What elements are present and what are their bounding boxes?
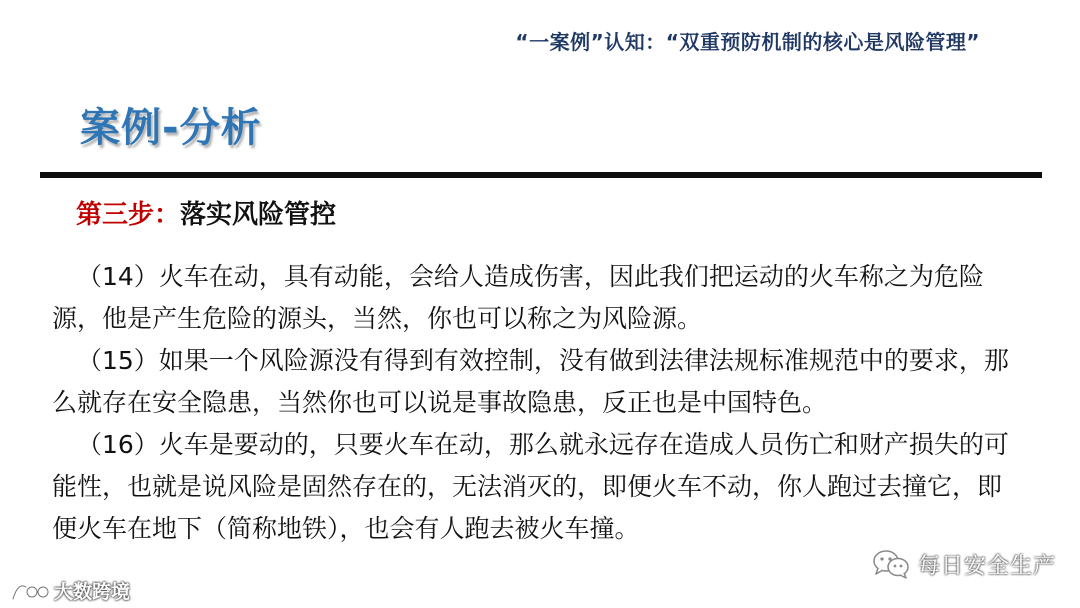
paragraph-15: （15）如果一个风险源没有得到有效控制，没有做到法律法规标准规范中的要求，那么就存在安全隐患，当然你也可以说是事故隐患，反正也是中国特色。: [52, 346, 1009, 417]
watermark-right-text: 每日安全生产: [917, 553, 1056, 579]
step-heading: [76, 194, 336, 231]
wechat-icon: [872, 548, 910, 580]
step-label: 第三步: [76, 200, 155, 230]
watermark-left: [10, 577, 130, 604]
paragraph-16: （16）火车是要动的，只要火车在动，那么就永远存在造成人员伤亡和财产损失的可能性，也就是说风险是固然存在的，无法消灭的，即便火车不动，你人跑过去撞它，即便火车在地下（简称地铁），也会有人跑去被火车撞。: [52, 430, 1009, 543]
section-title: 案例-分析: [80, 105, 262, 151]
paragraph-14: （14）火车在动，具有动能，会给人造成伤害，因此我们把运动的火车称之为危险源，他是产生危险的源头，当然，你也可以称之为风险源。: [52, 262, 984, 333]
title-divider: [40, 172, 1042, 178]
watermark-left-text: 大数跨境: [54, 581, 131, 603]
step-text: 落实风险管控: [180, 200, 337, 230]
step-separator: ：: [154, 200, 181, 230]
brand-logo-icon: [10, 579, 50, 603]
body-text: [52, 256, 1012, 550]
header-title: “一案例”认知：“双重预防机制的核心是风险管理”: [515, 30, 980, 54]
watermark-right: [872, 548, 1056, 580]
